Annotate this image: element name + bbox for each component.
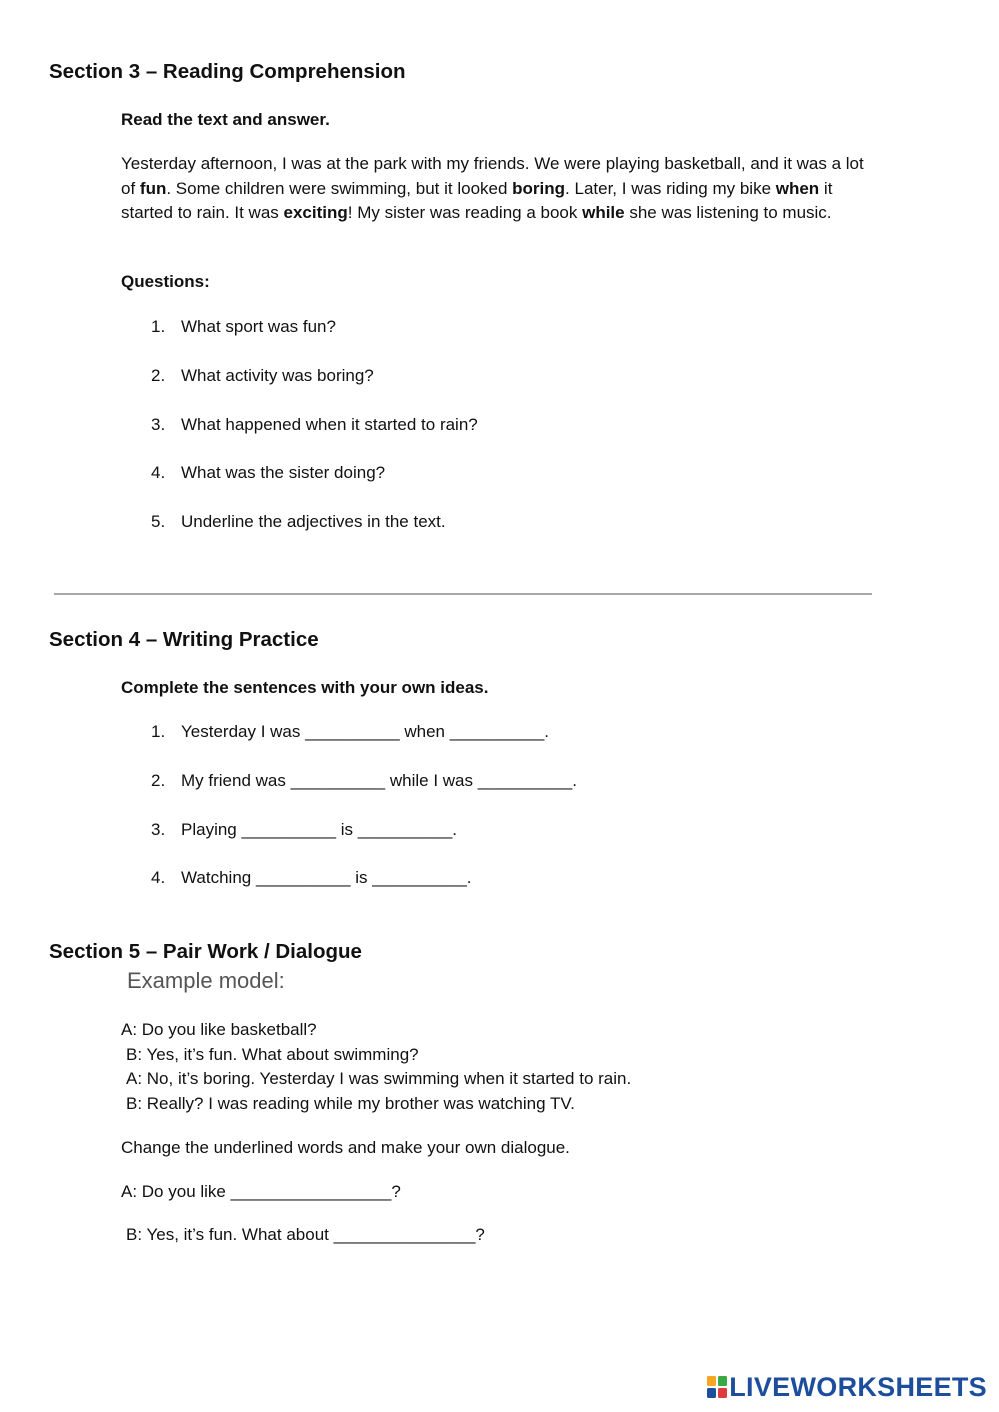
exercise-number: 3. bbox=[151, 820, 166, 839]
section-3-instruction: Read the text and answer. bbox=[121, 110, 330, 129]
dialogue-line: B: Really? I was reading while my brother was watching TV. bbox=[126, 1094, 575, 1113]
questions-label: Questions: bbox=[121, 272, 210, 291]
question-number: 2. bbox=[151, 366, 166, 385]
exercise-number: 4. bbox=[151, 868, 166, 887]
liveworksheets-logo-text: LIVEWORKSHEETS bbox=[729, 1371, 987, 1402]
dialogue-line: A: No, it’s boring. Yesterday I was swimming when it started to rain. bbox=[126, 1069, 632, 1088]
question-number: 1. bbox=[151, 317, 166, 336]
exercise-number: 1. bbox=[151, 722, 166, 741]
change-instruction: Change the underlined words and make your own dialogue. bbox=[121, 1138, 570, 1157]
dialogue-line: B: Yes, it’s fun. What about swimming? bbox=[126, 1045, 419, 1064]
example-model-label: Example model: bbox=[127, 968, 285, 993]
exercise-sentence: My friend was __________ while I was __________. bbox=[181, 771, 577, 790]
question-number: 4. bbox=[151, 463, 166, 482]
section-3-title: Section 3 – Reading Comprehension bbox=[49, 60, 406, 83]
dialogue-line: A: Do you like basketball? bbox=[121, 1020, 317, 1039]
section-divider bbox=[54, 593, 872, 595]
section-5-title: Section 5 – Pair Work / Dialogue bbox=[49, 940, 362, 963]
section-4-title: Section 4 – Writing Practice bbox=[49, 628, 319, 651]
question-number: 3. bbox=[151, 415, 166, 434]
practice-line: A: Do you like _________________? bbox=[121, 1182, 401, 1201]
reading-passage: Yesterday afternoon, I was at the park with my friends. We were playing basketball, and it was a lot of fun. Some children were swimming, but it looked boring. Later, I was riding my bike when it started to rain. It was exciting! My sister was reading a book while she was listening to music. bbox=[121, 154, 864, 222]
liveworksheets-logo-icon bbox=[706, 1374, 728, 1400]
liveworksheets-logo bbox=[706, 1372, 987, 1402]
exercise-number: 2. bbox=[151, 771, 166, 790]
question-text: Underline the adjectives in the text. bbox=[181, 512, 446, 531]
question-number: 5. bbox=[151, 512, 166, 531]
question-text: What sport was fun? bbox=[181, 317, 336, 336]
exercise-sentence: Yesterday I was __________ when __________. bbox=[181, 722, 550, 741]
exercise-sentence: Watching __________ is __________. bbox=[181, 868, 472, 887]
question-text: What activity was boring? bbox=[181, 366, 374, 385]
question-text: What happened when it started to rain? bbox=[181, 415, 478, 434]
exercise-sentence: Playing __________ is __________. bbox=[181, 820, 458, 839]
section-4-instruction: Complete the sentences with your own ideas. bbox=[121, 678, 489, 697]
practice-line: B: Yes, it’s fun. What about _______________? bbox=[126, 1225, 485, 1244]
question-text: What was the sister doing? bbox=[181, 463, 386, 482]
